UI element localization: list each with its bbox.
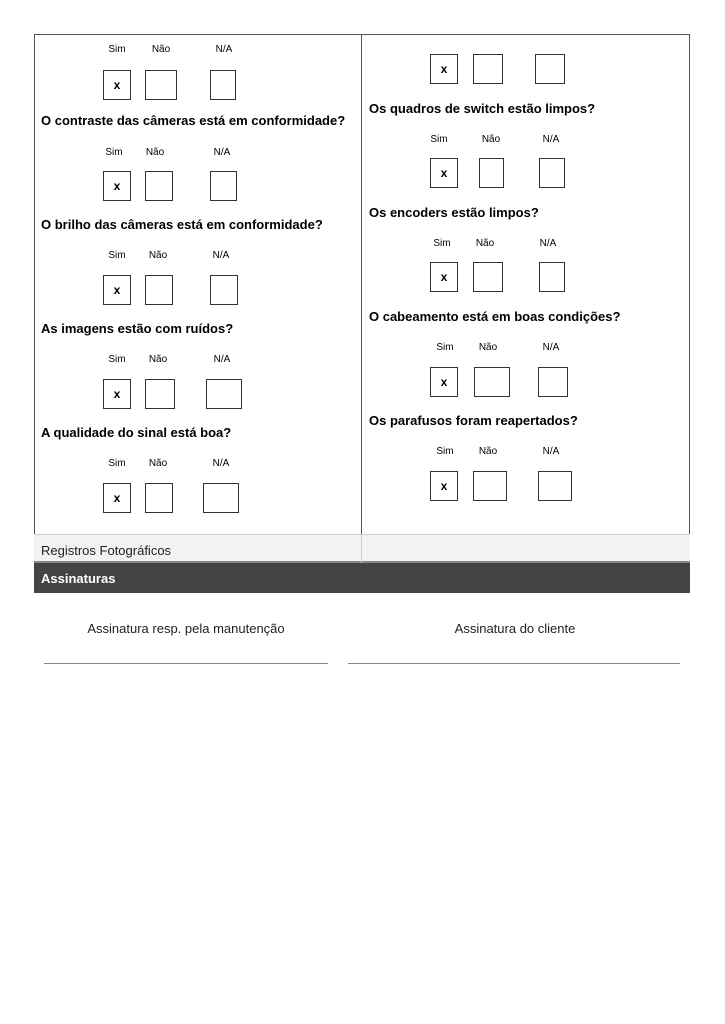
option-label-nao: Não — [478, 342, 498, 353]
option-label-na: N/A — [213, 147, 231, 158]
checkbox-nao[interactable] — [145, 275, 173, 305]
checkbox-na[interactable] — [210, 70, 236, 100]
question: Os quadros de switch estão limpos? — [369, 101, 596, 116]
signatures-section-header — [34, 563, 690, 593]
option-label-sim: Sim — [433, 238, 451, 249]
option-label-sim: Sim — [436, 342, 454, 353]
question: O brilho das câmeras está em conformidade? — [41, 217, 323, 232]
option-label-nao: Não — [475, 238, 495, 249]
checkbox-na[interactable] — [538, 471, 572, 501]
column-divider — [361, 34, 362, 534]
checkbox-sim[interactable]: x — [430, 367, 458, 397]
checkbox-na[interactable] — [538, 367, 568, 397]
option-label-nao: Não — [148, 458, 168, 469]
option-label-na: N/A — [213, 354, 231, 365]
option-label-nao: Não — [148, 354, 168, 365]
option-label-na: N/A — [542, 342, 560, 353]
question: Os encoders estão limpos? — [369, 205, 539, 220]
checkbox-sim[interactable]: x — [430, 471, 458, 501]
option-label-nao: Não — [148, 250, 168, 261]
option-label-na: N/A — [212, 458, 230, 469]
photos-section-title: Registros Fotográficos — [41, 543, 172, 558]
option-label-na: N/A — [215, 44, 233, 55]
question: As imagens estão com ruídos? — [41, 321, 234, 336]
checkbox-sim[interactable]: x — [103, 379, 131, 409]
option-label-sim: Sim — [105, 147, 123, 158]
checkbox-na[interactable] — [539, 158, 565, 188]
option-label-na: N/A — [212, 250, 230, 261]
option-label-nao: Não — [145, 147, 165, 158]
option-label-sim: Sim — [108, 354, 126, 365]
option-label-sim: Sim — [108, 250, 126, 261]
option-label-sim: Sim — [436, 446, 454, 457]
checkbox-sim[interactable]: x — [430, 158, 458, 188]
signature-line-maintenance[interactable] — [44, 663, 328, 664]
option-label-nao: Não — [478, 446, 498, 457]
question: O contraste das câmeras está em conformidade? — [41, 113, 346, 128]
signature-label-maintenance: Assinatura resp. pela manutenção — [87, 621, 285, 636]
option-label-sim: Sim — [430, 134, 448, 145]
checkbox-na[interactable] — [203, 483, 239, 513]
checkbox-na[interactable] — [535, 54, 565, 84]
checkbox-sim[interactable]: x — [103, 483, 131, 513]
signatures-section-title: Assinaturas — [41, 571, 116, 586]
checkbox-nao[interactable] — [145, 483, 173, 513]
checkbox-nao[interactable] — [145, 171, 173, 201]
checkbox-nao[interactable] — [473, 54, 503, 84]
checkbox-nao[interactable] — [145, 379, 175, 409]
option-label-na: N/A — [542, 134, 560, 145]
checkbox-na[interactable] — [210, 171, 237, 201]
checkbox-sim[interactable]: x — [103, 70, 131, 100]
checkbox-nao[interactable] — [473, 471, 507, 501]
checkbox-na[interactable] — [539, 262, 565, 292]
checkbox-nao[interactable] — [474, 367, 510, 397]
checkbox-sim[interactable]: x — [430, 262, 458, 292]
checkbox-na[interactable] — [210, 275, 238, 305]
option-label-na: N/A — [539, 238, 557, 249]
checkbox-nao[interactable] — [473, 262, 503, 292]
checkbox-na[interactable] — [206, 379, 242, 409]
question: Os parafusos foram reapertados? — [369, 413, 578, 428]
checkbox-nao[interactable] — [479, 158, 504, 188]
checkbox-sim[interactable]: x — [103, 275, 131, 305]
option-label-sim: Sim — [108, 44, 126, 55]
option-label-sim: Sim — [108, 458, 126, 469]
checkbox-nao[interactable] — [145, 70, 177, 100]
photos-divider — [361, 534, 362, 563]
question: O cabeamento está em boas condições? — [369, 309, 621, 324]
checkbox-sim[interactable]: x — [103, 171, 131, 201]
option-label-nao: Não — [481, 134, 501, 145]
photos-section-header — [34, 534, 690, 563]
checkbox-sim[interactable]: x — [430, 54, 458, 84]
signature-line-client[interactable] — [348, 663, 680, 664]
signature-label-client: Assinatura do cliente — [454, 621, 576, 636]
question: A qualidade do sinal está boa? — [41, 425, 232, 440]
option-label-na: N/A — [542, 446, 560, 457]
option-label-nao: Não — [151, 44, 171, 55]
